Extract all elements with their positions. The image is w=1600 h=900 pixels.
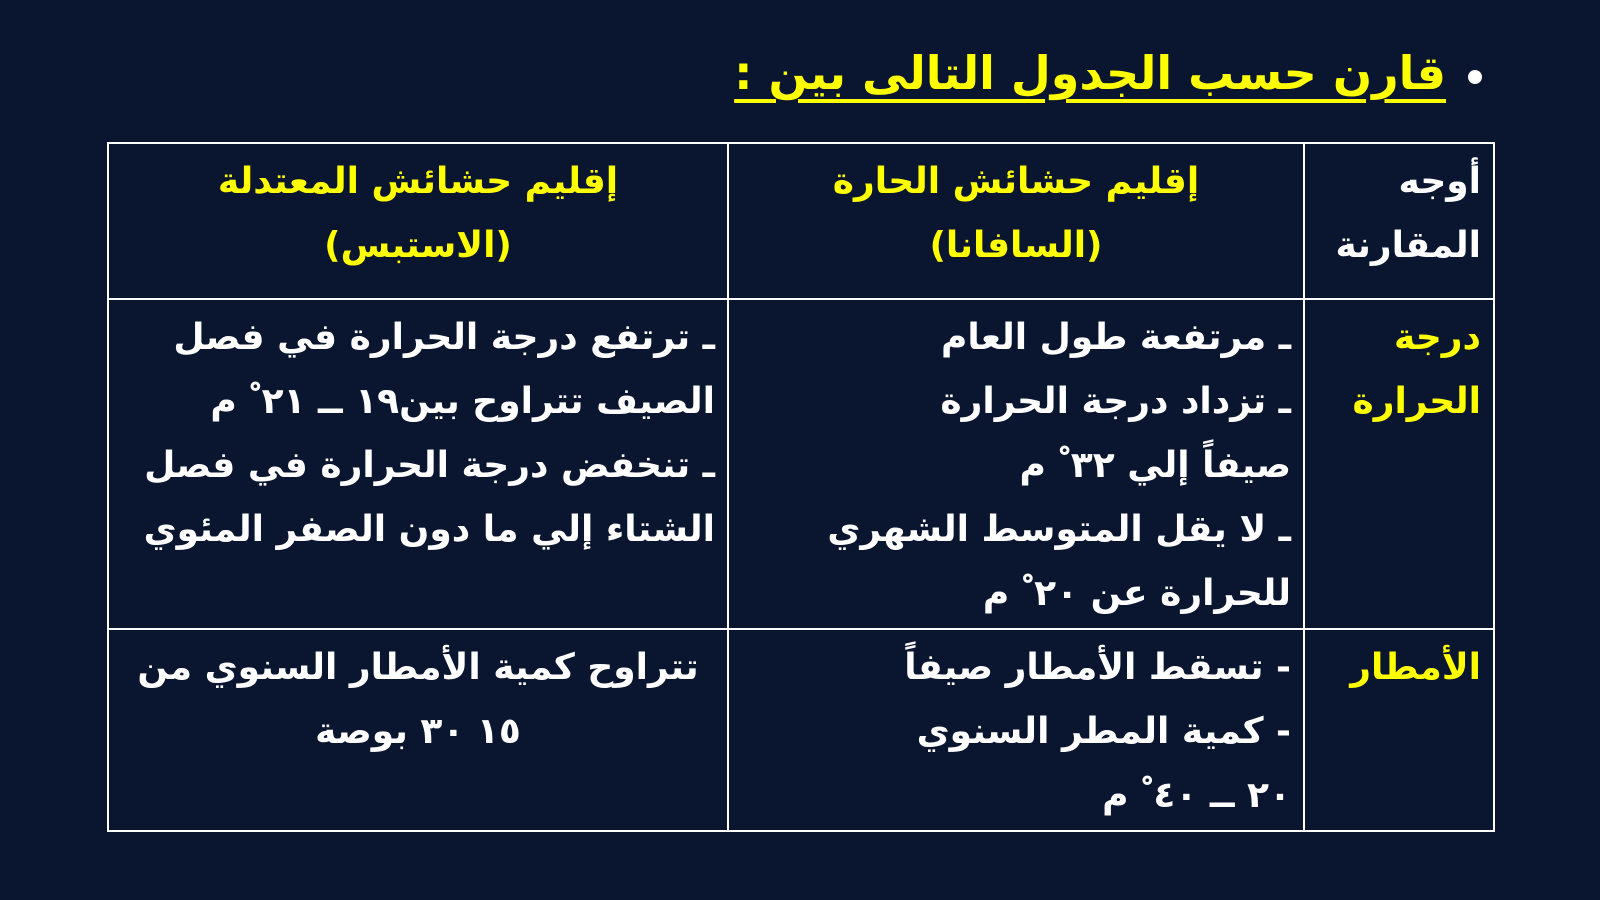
comparison-table [107, 142, 1495, 832]
header-cell-steppe [108, 143, 728, 299]
cell-line: - كمية المطر السنوي [916, 711, 1291, 752]
table-row-temperature [108, 299, 1494, 629]
cell-line: تتراوح كمية الأمطار السنوي من [137, 647, 699, 688]
slide-title-row [734, 46, 1482, 100]
table-header-row [108, 143, 1494, 299]
cell-line: ـ ترتفع درجة الحرارة في فصل [173, 317, 715, 358]
header-cell-comparison-aspects [1304, 143, 1494, 299]
row-label-line: الحرارة [1352, 381, 1481, 422]
cell-line: ـ مرتفعة طول العام [941, 317, 1291, 358]
cell-temperature-savanna [728, 299, 1304, 629]
cell-line: ـ تنخفض درجة الحرارة في فصل [144, 445, 715, 486]
header-cell-savanna [728, 143, 1304, 299]
row-label-temperature [1304, 299, 1494, 629]
cell-line: ١٥ ٣٠ بوصة [315, 711, 521, 752]
row-label-line: درجة [1394, 317, 1481, 358]
cell-line: صيفاً إلي ٣٢ ْ م [1019, 445, 1291, 486]
header-face-line: المقارنة [1335, 225, 1481, 266]
cell-line: للحرارة عن ٢٠ ْ م [982, 573, 1291, 614]
bullet-icon [1468, 70, 1482, 84]
cell-line: - تسقط الأمطار صيفاً [904, 647, 1291, 688]
header-savanna-line: إقليم حشائش الحارة [832, 161, 1200, 202]
cell-temperature-steppe [108, 299, 728, 629]
cell-line: الشتاء إلي ما دون الصفر المئوي [143, 509, 715, 550]
cell-line: الصيف تتراوح بين١٩ ــ ٢١ ْ م [210, 381, 715, 422]
header-steppe-line: (الاستبس) [324, 225, 512, 266]
cell-rain-steppe [108, 629, 728, 831]
header-savanna-line: (السافانا) [929, 225, 1103, 266]
header-steppe-line: إقليم حشائش المعتدلة [217, 161, 619, 202]
slide-title: قارن حسب الجدول التالى بين : [734, 46, 1446, 100]
table-row-rain [108, 629, 1494, 831]
cell-line: ـ لا يقل المتوسط الشهري [827, 509, 1291, 550]
cell-line: ٢٠ ــ ٤٠ ْ م [1102, 775, 1291, 816]
cell-line: ـ تزداد درجة الحرارة [940, 381, 1291, 422]
cell-rain-savanna [728, 629, 1304, 831]
row-label-rain [1304, 629, 1494, 831]
row-label-line: الأمطار [1350, 647, 1481, 688]
header-face-line: أوجه [1398, 161, 1481, 202]
